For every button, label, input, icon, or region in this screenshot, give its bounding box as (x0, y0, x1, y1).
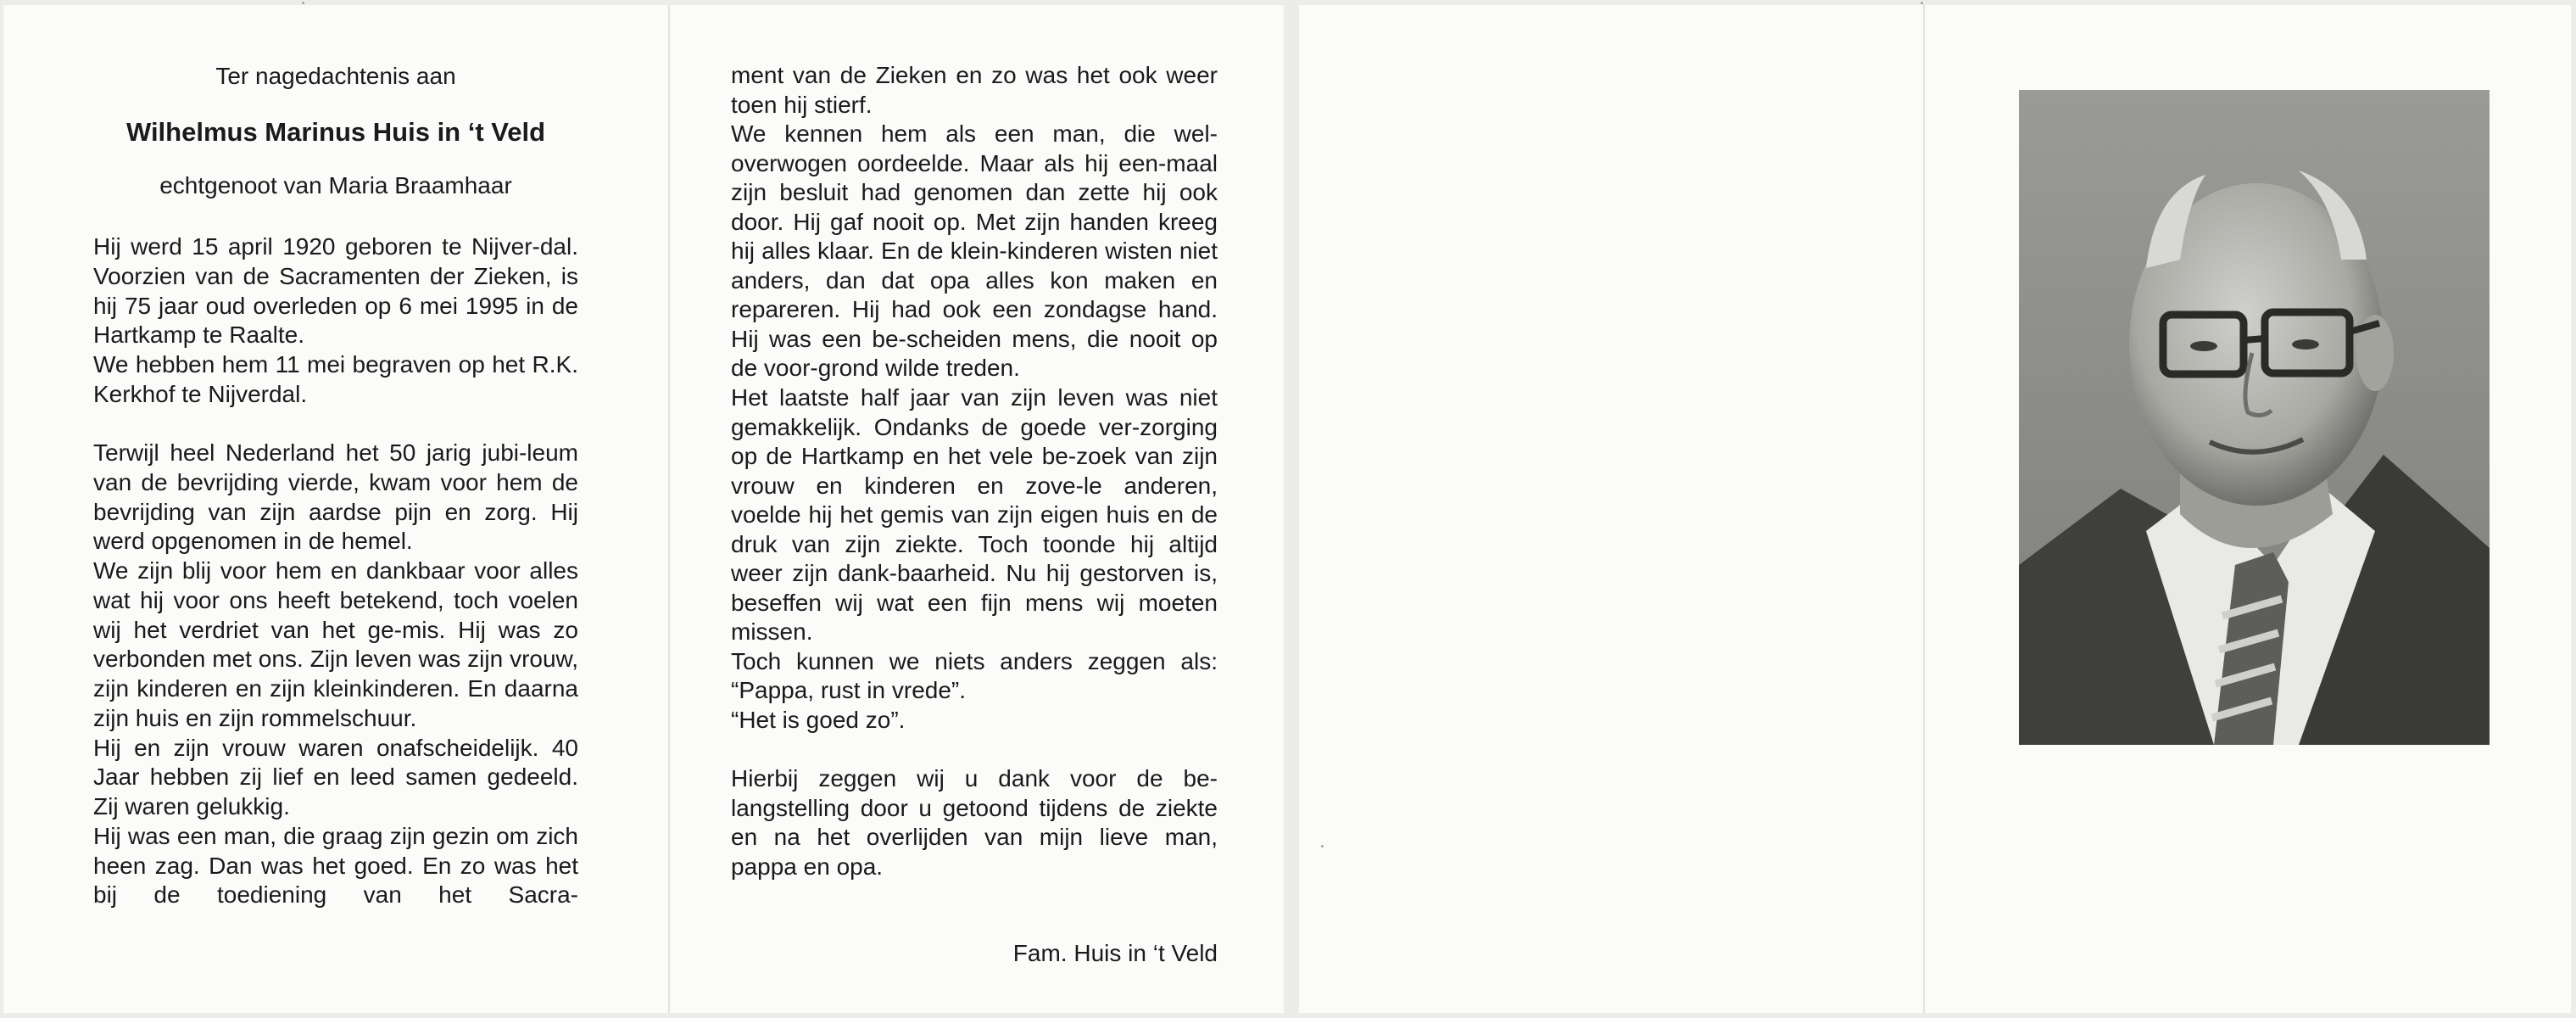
portrait-photo (2019, 90, 2490, 745)
spouse-line: echtgenoot van Maria Braamhaar (159, 172, 512, 199)
paragraph: Hij en zijn vrouw waren onafscheidelijk. 40 Jaar hebben zij lief en leed samen gedeeld. Zij waren gelukkig. (93, 734, 578, 820)
fold-line (668, 5, 670, 1013)
paper-speck (1921, 2, 1923, 4)
paragraph: Toch kunnen we niets anders zeggen als: “Pappa, rust in vrede”. (731, 647, 1218, 704)
fold-line (1923, 5, 1925, 1013)
paper-speck (302, 2, 304, 4)
column-1-text (93, 232, 578, 910)
family-signature: Fam. Huis in ‘t Veld (1012, 940, 1218, 966)
paragraph: Hij was een man, die graag zijn gezin om zich heen zag. Dan was het goed. En zo was het bij de toediening van het Sacra- (93, 822, 578, 909)
paragraph: Terwijl heel Nederland het 50 jarig jubi-leum van de bevrijding vierde, kwam voor hem de bevrijding van zijn aardse pijn en zorg. Hij werd opgenomen in de hemel. (93, 439, 578, 555)
paragraph: We zijn blij voor hem en dankbaar voor alles wat hij voor ons heeft betekend, toch voelen wij het verdriet van het ge-mis. Hij was zo verbonden met ons. Zijn leven was zijn vrouw, zijn kinderen en zijn kleinkinderen. En daarna zijn huis en zijn rommelschuur. (93, 557, 578, 731)
paragraph: Hierbij zeggen wij u dank voor de be-langstelling door u getoond tijdens de ziekte en na het overlijden van mijn lieve man, pappa en opa. (731, 765, 1218, 880)
portrait-illustration (2019, 90, 2490, 745)
column-2-text (731, 61, 1218, 881)
paragraph: ment van de Zieken en zo was het ook weer toen hij stierf. (731, 62, 1218, 118)
paragraph: Hij werd 15 april 1920 geboren te Nijver-dal. Voorzien van de Sacramenten der Zieken, is hij 75 jaar oud overleden op 6 mei 1995 in de Hartkamp te Raalte. (93, 233, 578, 349)
dedication-prefix: Ter nagedachtenis aan (215, 63, 456, 89)
deceased-name: Wilhelmus Marinus Huis in ‘t Veld (125, 117, 546, 147)
paragraph: Het laatste half jaar van zijn leven was niet gemakkelijk. Ondanks de goede ver-zorging op de Hartkamp en het vele be-zoek van zijn vrouw en kinderen en zove-le anderen, voelde hij het gemis van zijn eigen huis en de druk van zijn ziekte. Toch toonde hij altijd weer zijn dank-baarheid. Nu hij gestorven is, beseffen wij wat een fijn mens wij moeten missen. (731, 384, 1218, 646)
paper-speck (1321, 845, 1324, 847)
paragraph: We kennen hem als een man, die wel-overwogen oordeelde. Maar als hij een-maal zijn besluit had genomen dan zette hij ook door. Hij gaf nooit op. Met zijn handen kreeg hij alles klaar. En de klein-kinderen wisten niet anders, dan dat opa alles kon maken en repareren. Hij had ook een zondagse hand. Hij was een be-scheiden mens, die nooit op de voor-grond wilde treden. (731, 120, 1218, 382)
paragraph: We hebben hem 11 mei begraven op het R.K. Kerkhof te Nijverdal. (93, 351, 578, 407)
paragraph: “Het is goed zo”. (731, 707, 906, 734)
